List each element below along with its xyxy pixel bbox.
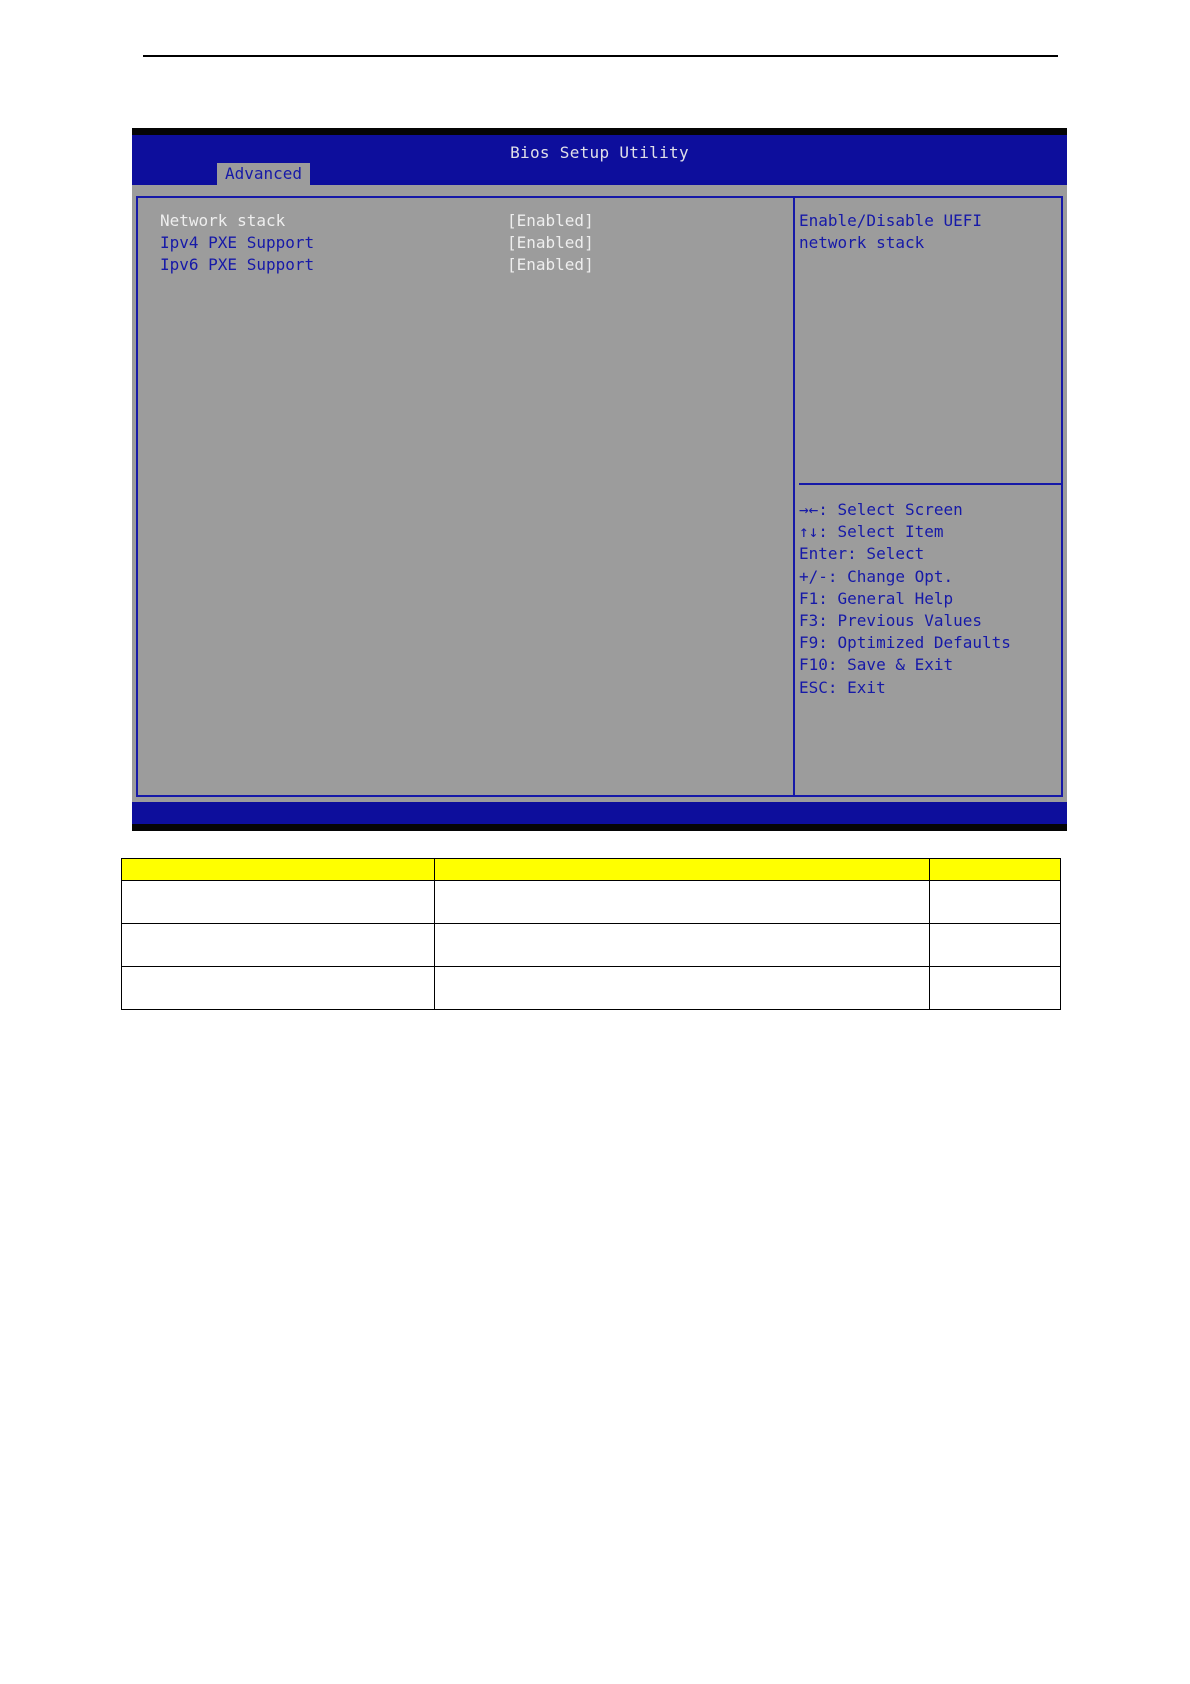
table-cell	[434, 967, 929, 1010]
table-header-cell	[930, 859, 1061, 881]
table-header-cell	[434, 859, 929, 881]
key-escape-exit: ESC: Exit	[799, 677, 886, 697]
table-cell	[122, 881, 435, 924]
table-header-row	[122, 859, 1061, 881]
settings-list	[160, 210, 780, 276]
setting-value[interactable]: [Enabled]	[507, 255, 594, 274]
setting-label: Network stack	[160, 211, 286, 230]
bios-header-bar	[132, 135, 1067, 185]
help-line: network stack	[799, 233, 925, 252]
table-cell	[930, 881, 1061, 924]
table-header-cell	[122, 859, 435, 881]
table-row	[122, 881, 1061, 924]
setting-ipv6-pxe-support[interactable]	[160, 254, 780, 276]
page-header-rule	[143, 55, 1058, 57]
key-legend	[799, 499, 1061, 699]
help-line: Enable/Disable UEFI	[799, 211, 983, 230]
panel-divider-vertical	[793, 198, 795, 795]
setting-label: Ipv6 PXE Support	[160, 255, 315, 274]
item-help-text	[799, 210, 1059, 254]
setting-label: Ipv4 PXE Support	[160, 233, 315, 252]
table-cell	[122, 924, 435, 967]
tab-advanced[interactable]: Advanced	[217, 163, 310, 185]
key-enter-select: Enter: Select	[799, 544, 925, 564]
table-cell	[930, 967, 1061, 1010]
setting-value[interactable]: [Enabled]	[507, 233, 594, 252]
bios-setup-window	[132, 128, 1067, 831]
table-row	[122, 967, 1061, 1010]
table-row	[122, 924, 1061, 967]
bios-main-frame	[136, 196, 1063, 797]
bios-footer-bar	[132, 802, 1067, 824]
bios-title: Bios Setup Utility	[510, 143, 689, 162]
key-select-item: ↑↓: Select Item	[799, 522, 944, 542]
table-cell	[930, 924, 1061, 967]
table-cell	[434, 881, 929, 924]
key-general-help: F1: General Help	[799, 588, 954, 608]
setting-network-stack[interactable]	[160, 210, 780, 232]
key-optimized-defaults: F9: Optimized Defaults	[799, 633, 1011, 653]
setting-value[interactable]: [Enabled]	[507, 211, 594, 230]
settings-description-table	[121, 858, 1061, 1010]
key-previous-values: F3: Previous Values	[799, 611, 983, 631]
key-select-screen: →←: Select Screen	[799, 500, 963, 519]
table-cell	[434, 924, 929, 967]
key-save-exit: F10: Save & Exit	[799, 655, 954, 675]
help-divider-horizontal	[799, 483, 1061, 485]
setting-ipv4-pxe-support[interactable]	[160, 232, 780, 254]
key-change-option: +/-: Change Opt.	[799, 566, 954, 586]
table-cell	[122, 967, 435, 1010]
